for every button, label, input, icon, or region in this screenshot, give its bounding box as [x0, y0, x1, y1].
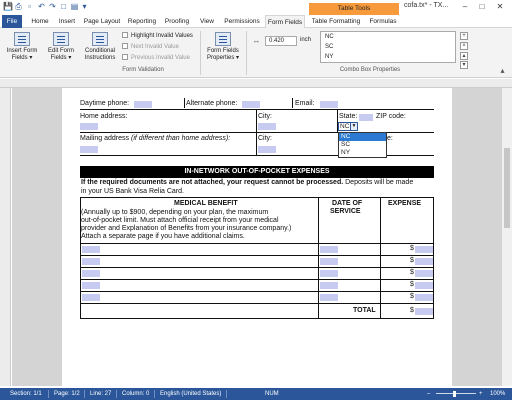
date-field[interactable] — [320, 294, 338, 301]
document-canvas[interactable] — [12, 88, 502, 386]
notice-line-2: in your US Bank Visa Relia Card. — [81, 188, 184, 195]
alternate-phone-label: Alternate phone: — [186, 100, 238, 107]
dollar-sign: $ — [410, 281, 414, 288]
highlight-invalid-button[interactable]: Highlight Invalid Values — [122, 32, 193, 39]
mailing-address-label: Mailing address (if different than home address): — [80, 135, 231, 142]
tab-table-formatting[interactable]: Table Formatting — [311, 18, 361, 25]
width-icon: ↔ — [252, 36, 261, 45]
home-address-label: Home address: — [80, 113, 128, 120]
customize-icon[interactable]: ▾ — [82, 2, 87, 11]
col-expense: EXPENSE — [388, 200, 422, 207]
city-field-2[interactable] — [258, 146, 276, 153]
previous-invalid-button[interactable]: Previous Invalid Value — [122, 54, 190, 61]
dollar-sign: $ — [410, 293, 414, 300]
zoom-in-icon[interactable]: + — [479, 391, 483, 397]
properties-icon — [215, 32, 231, 46]
vertical-ruler[interactable] — [0, 88, 11, 386]
state-label: State: — [339, 113, 358, 120]
date-field[interactable] — [320, 258, 338, 265]
mailing-address-field[interactable] — [80, 146, 98, 153]
move-down-button[interactable]: ▾ — [460, 61, 468, 69]
notice-rest: Deposits will be made — [345, 179, 414, 186]
form-fields-properties-button[interactable]: Form Fields Properties ▾ — [204, 32, 242, 62]
conditional-instructions-icon — [92, 32, 108, 46]
combo-items-list[interactable] — [320, 31, 456, 63]
minimize-icon[interactable]: – — [462, 2, 468, 11]
col-medical-benefit: MEDICAL BENEFIT — [174, 200, 238, 207]
tab-reporting[interactable]: Reporting — [127, 18, 157, 25]
divider — [80, 267, 434, 268]
benefit-field[interactable] — [82, 282, 100, 289]
tab-proofing[interactable]: Proofing — [164, 18, 190, 25]
combo-box-properties-group-label: Combo Box Properties — [339, 67, 401, 73]
dollar-sign: $ — [410, 269, 414, 276]
divider — [318, 197, 319, 319]
list-item[interactable]: NC — [325, 34, 334, 40]
list-item[interactable]: NY — [325, 54, 334, 60]
benefit-field[interactable] — [82, 246, 100, 253]
divider — [256, 110, 257, 132]
divider — [80, 109, 434, 110]
status-section: Section: 1/1 — [10, 391, 42, 397]
total-field[interactable] — [415, 308, 433, 315]
zoom-out-icon[interactable]: – — [427, 391, 431, 397]
divider — [80, 291, 434, 292]
benefit-desc-line: out-of-pocket limit. Must attach official receipt from your medical — [81, 217, 279, 224]
notice-text — [81, 179, 413, 186]
window-title: cofa.tx* - TX... — [404, 2, 449, 9]
status-page: Page: 1/2 — [54, 391, 80, 397]
close-icon[interactable]: ✕ — [496, 2, 504, 11]
insert-form-field-icon — [14, 32, 30, 46]
form-validation-group-label: Form Validation — [122, 67, 164, 73]
benefit-desc-line: Attach a separate page if you have additional claims. — [81, 233, 245, 240]
city-field[interactable] — [258, 123, 276, 130]
benefit-field[interactable] — [82, 294, 100, 301]
zoom-slider-thumb[interactable] — [453, 391, 456, 397]
col-date-line-1: DATE OF — [332, 200, 363, 207]
status-language[interactable]: English (United States) — [160, 391, 222, 397]
status-num: NUM — [265, 391, 279, 397]
conditional-instructions-button[interactable]: Conditional Instructions — [82, 32, 118, 62]
highlight-icon — [122, 32, 128, 38]
divider — [80, 255, 434, 256]
undo-icon[interactable]: ↶ — [38, 2, 45, 11]
status-separator — [48, 390, 49, 398]
document-page[interactable] — [62, 88, 452, 386]
daytime-phone-field[interactable] — [134, 101, 152, 108]
status-separator — [226, 390, 227, 398]
maximize-icon[interactable]: □ — [479, 2, 485, 11]
date-field[interactable] — [320, 282, 338, 289]
zip-code-label: ZIP code: — [376, 113, 406, 120]
alternate-phone-field[interactable] — [242, 101, 260, 108]
dollar-sign: $ — [410, 307, 414, 314]
home-address-field[interactable] — [80, 123, 98, 130]
status-separator — [116, 390, 117, 398]
dollar-sign: $ — [410, 245, 414, 252]
benefit-desc-line: (Annually up to $900, depending on your plan, the maximum — [81, 209, 269, 216]
list-item[interactable]: SC — [325, 44, 334, 50]
width-input[interactable]: 0.420 — [265, 36, 297, 46]
add-item-button[interactable]: + — [460, 32, 468, 40]
expense-field[interactable] — [415, 294, 433, 301]
ribbon-separator — [200, 31, 201, 75]
chevron-down-icon[interactable]: ▼ — [351, 123, 357, 129]
tab-home[interactable]: Home — [31, 18, 49, 25]
dollar-sign: $ — [410, 257, 414, 264]
ribbon — [0, 28, 512, 78]
state-highlight — [359, 114, 373, 121]
menu-tabs — [0, 15, 512, 28]
divider — [80, 279, 434, 280]
tab-file[interactable]: File — [2, 15, 22, 28]
benefit-field[interactable] — [82, 258, 100, 265]
expense-field[interactable] — [415, 258, 433, 265]
zip-label-partial: e: — [387, 135, 393, 142]
zoom-level: 100% — [490, 391, 506, 397]
width-unit: inch — [300, 37, 312, 43]
state-dropdown-list[interactable] — [338, 132, 387, 158]
dropdown-item-ny[interactable]: NY — [341, 149, 351, 156]
tab-form-fields[interactable]: Form Fields — [265, 15, 305, 28]
tab-permissions[interactable]: Permissions — [224, 18, 260, 25]
divider — [380, 197, 381, 319]
save-icon[interactable]: 💾 — [3, 2, 13, 11]
status-line: Line: 27 — [90, 391, 112, 397]
dropdown-item-sc[interactable]: SC — [341, 141, 351, 148]
city-label-2: City: — [258, 135, 272, 142]
ribbon-separator — [246, 31, 247, 75]
daytime-phone-label: Daytime phone: — [80, 100, 130, 107]
date-field[interactable] — [320, 246, 338, 253]
edit-form-fields-button[interactable]: Edit Form Fields ▾ — [44, 32, 78, 62]
print-icon[interactable]: ⎙ — [15, 2, 22, 11]
section-heading: IN-NETWORK OUT-OF-POCKET EXPENSES — [80, 166, 434, 178]
divider — [292, 98, 293, 108]
tab-insert[interactable]: Insert — [58, 18, 76, 25]
email-label: Email: — [295, 100, 315, 107]
status-separator — [154, 390, 155, 398]
state-combo-value: NC — [340, 123, 350, 130]
horizontal-ruler[interactable] — [0, 79, 512, 88]
benefit-desc-line: provider and Explanation of Benefits from your insurance company.) — [81, 225, 292, 232]
move-up-button[interactable]: ▴ — [460, 52, 468, 60]
tab-page-layout[interactable]: Page Layout — [83, 18, 121, 25]
new-icon[interactable]: □ — [61, 2, 66, 11]
open-icon[interactable]: ▤ — [70, 2, 79, 11]
email-field[interactable] — [320, 101, 338, 108]
title-bar — [0, 0, 512, 14]
expense-field[interactable] — [415, 246, 433, 253]
status-separator — [84, 390, 85, 398]
total-label: TOTAL — [353, 307, 376, 314]
expense-field[interactable] — [415, 282, 433, 289]
next-icon — [122, 43, 128, 49]
tab-view[interactable]: View — [200, 18, 214, 25]
notice-bold: If the required documents are not attached, your request cannot be processed. — [81, 179, 344, 186]
save-as-icon[interactable]: ▫ — [28, 2, 31, 11]
status-column: Column: 0 — [122, 391, 150, 397]
expense-field[interactable] — [415, 270, 433, 277]
remove-item-button[interactable]: × — [460, 42, 468, 50]
table-tools-context-tab: Table Tools — [309, 3, 399, 15]
col-date-line-2: SERVICE — [330, 208, 361, 215]
state-combo-box[interactable] — [338, 122, 358, 131]
dropdown-item-nc[interactable]: NC — [339, 133, 386, 141]
scrollbar-thumb[interactable] — [504, 148, 510, 228]
city-label: City: — [258, 113, 272, 120]
zoom-slider[interactable] — [436, 393, 476, 394]
vertical-scrollbar[interactable] — [502, 88, 512, 386]
previous-icon — [122, 54, 128, 60]
divider — [184, 98, 185, 108]
next-invalid-button[interactable]: Next Invalid Value — [122, 43, 179, 50]
tab-formulas[interactable]: Formulas — [369, 18, 397, 25]
collapse-ribbon-icon[interactable]: ▴ — [500, 66, 505, 75]
benefit-field[interactable] — [82, 270, 100, 277]
status-bar — [0, 388, 512, 400]
redo-icon[interactable]: ↷ — [49, 2, 56, 11]
divider — [80, 303, 434, 304]
divider — [256, 133, 257, 155]
date-field[interactable] — [320, 270, 338, 277]
divider — [80, 243, 434, 244]
mailing-address-note: (if different than home address): — [130, 135, 231, 142]
edit-form-field-icon — [53, 32, 69, 46]
insert-form-fields-button[interactable]: Insert Form Fields ▾ — [2, 32, 42, 62]
